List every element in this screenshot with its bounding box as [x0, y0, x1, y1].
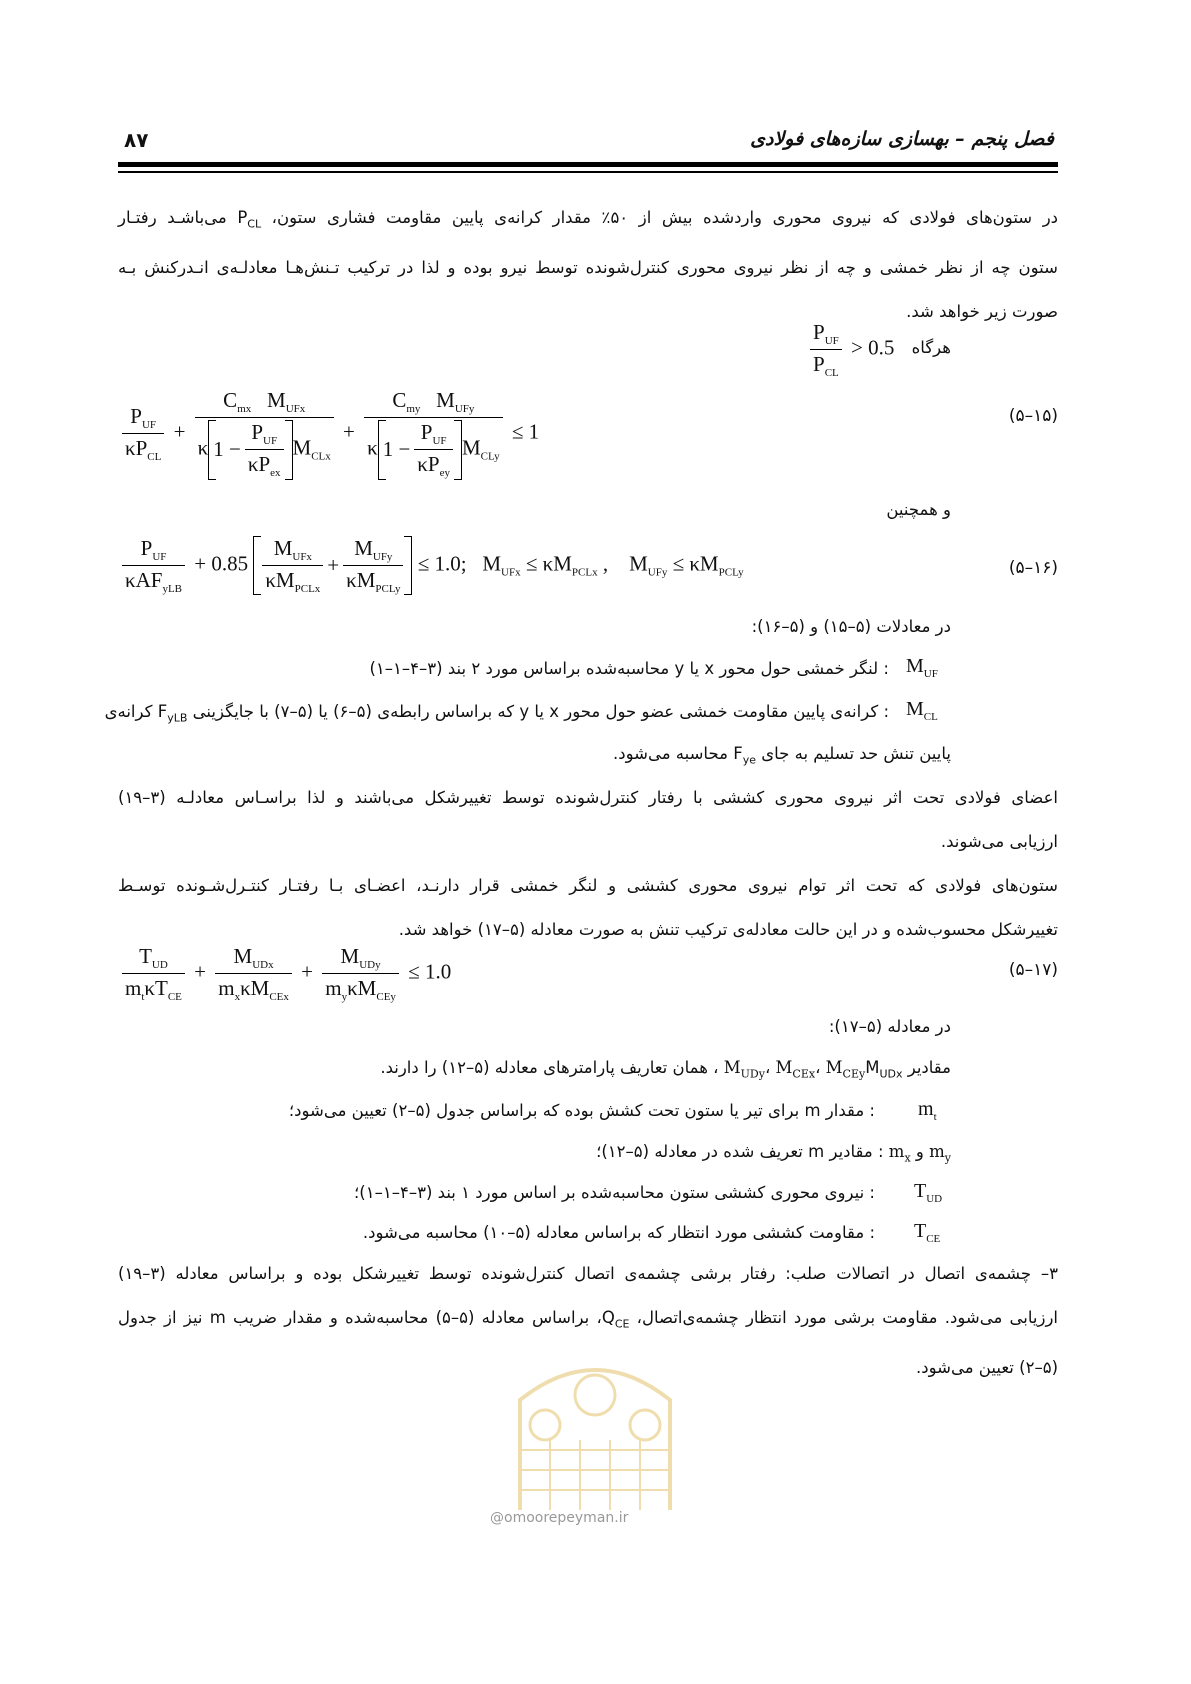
- condition-formula: $\frac{P_{UF}}{P_{CL}}$ > 0.5: [806, 320, 894, 379]
- condition-word: هرگاه: [911, 338, 951, 357]
- paragraph-3-line-1: ستون‌های فولادی که تحت اثر توام نیروی محوری کششی و لنگر خمشی قرار دارنـد، اعضـای بـا رفتـار کنتـرل‌شـونده توسـط: [118, 876, 1058, 895]
- and-also: و همچنین: [886, 500, 951, 519]
- symbol-tud: $T_{UD}$: [914, 1180, 943, 1205]
- chapter-title: فصل پنجم – بهسازی سازه‌های فولادی: [750, 128, 1054, 150]
- definition-mt: : مقدار m برای تیر یا ستون تحت کشش بوده که براساس جدول (۵–۲) تعیین می‌شود؛: [288, 1101, 875, 1120]
- paragraph-1-line-2: ستون چه از نظر خمشی و چه از نظر نیروی محوری کنترل‌شونده توسط نیرو بوده و لذا در ترکیب تـنش‌هـا معادلـه‌ی انـدرکنش بـه: [118, 258, 1058, 278]
- watermark-url: @omoorepeyman.ir: [490, 1510, 629, 1526]
- paragraph-1-line-3: صورت زیر خواهد شد.: [906, 302, 1058, 322]
- paragraph-2-line-2: ارزیابی می‌شوند.: [940, 832, 1058, 851]
- header-rule-thick: [118, 162, 1058, 167]
- definition-tud: : نیروی محوری کششی ستون محاسبه‌شده بر اساس مورد ۱ بند (۳–۴–۱–۱)؛: [354, 1183, 875, 1202]
- paragraph-4-line-2: ارزیابی می‌شود. مقاومت برشی مورد انتظار چشمه‌ی‌اتصال، $Q_{CE}،$ براساس معادله (۵–۵) محاسبه‌شده و مقدار ضریب m نیز از جدول: [118, 1308, 1059, 1331]
- equation-17: $\frac{T_{UD}}{m_t\kappa T_{CE}}$ + $\frac{M_{UDx}}{m_x\kappa M_{CEx}}$ + $\frac{M_{UDy}}{m_y\kappa M_{CEy}}$ ≤ 1.0: [118, 944, 451, 1003]
- paragraph-2-line-1: اعضای فولادی تحت اثر نیروی محوری کششی با رفتار کنترل‌شونده توسط تغییرشکل می‌باشند و لذا براسـاس معادلـه (۳–۱۹): [118, 788, 1058, 807]
- values-line: مقادیر $M_{UDx}،$ $M_{UDy}،$ $M_{CEx}،$ $M_{CEy}$ همان تعاریف پارامترهای معادله (۵–۱۲) را دارند.: [380, 1058, 951, 1081]
- definition-mx-my: $m_y$ و $m_x$ : مقادیر m تعریف شده در معادله (۵–۱۲)؛: [596, 1142, 951, 1165]
- in-equation-17-label: در معادله (۵–۱۷):: [828, 1017, 951, 1036]
- symbol-mcl: $M_{CL}$: [906, 698, 938, 723]
- page-header: [118, 124, 1058, 152]
- equation-15-number: (۱۵–۵): [1008, 406, 1058, 426]
- paragraph-4-line-1: ۳– چشمه‌ی اتصال در اتصالات صلب: رفتار برشی چشمه‌ی اتصال کنترل‌شونده توسط تغییرشکل بوده و براساس معادله (۳–۱۹): [118, 1264, 1058, 1283]
- symbol-muf: $M_{UF}$: [906, 655, 938, 680]
- definition-tce: : مقاومت کششی مورد انتظار که براساس معادله (۵–۱۰) محاسبه می‌شود.: [362, 1223, 875, 1242]
- symbol-tce: $T_{CE}$: [914, 1220, 941, 1245]
- paragraph-4-line-3: (۵–۲) تعیین می‌شود.: [916, 1358, 1058, 1378]
- paragraph-1-line-1: در ستون‌های فولادی که نیروی محوری واردشده بیش از ۵۰٪ مقدار کرانه‌ی پایین مقاومت فشاری ستون، $P_{CL}$ می‌باشـد رفتـار: [118, 208, 1059, 231]
- header-rule-thin: [118, 171, 1058, 173]
- definition-mcl-line-2: پایین تنش حد تسلیم به جای $F_{ye}$ محاسبه می‌شود.: [613, 744, 951, 767]
- paragraph-2: [118, 776, 1058, 864]
- equation-17-number: (۱۷–۵): [1008, 960, 1058, 980]
- paragraph-3-line-2: تغییرشکل محسوب‌شده و در این حالت معادله‌ی ترکیب تنش به صورت معادله (۵–۱۷) خواهد شد.: [398, 920, 1058, 939]
- definition-mcl-line-1: : کرانه‌ی پایین مقاومت خمشی عضو حول محور x یا y که براساس رابطه‌ی (۵–۶) یا (۵–۷) با جایگزینی $F_{yLB}$ کرانه‌ی: [104, 702, 889, 725]
- equation-16-number: (۱۶–۵): [1008, 558, 1058, 578]
- definition-muf: : لنگر خمشی حول محور x یا y محاسبه‌شده براساس مورد ۲ بند (۳–۴–۱–۱): [369, 659, 889, 678]
- page-number: ۸۷: [124, 128, 149, 152]
- watermark-emblem-icon: [500, 1340, 690, 1515]
- equation-16: $\frac{P_{UF}}{\kappa AF_{yLB}}$ + 0.85 $\frac{M_{UFx}}{\kappa M_{PCLx}}$ + $\frac{M_{UFy}}{\kappa M_{PCLy}}$ ≤ 1.0; $M_{UFx} \le \kappa M_{PCLx}$ , $M_{UFy} \le \kappa M_{PCLy}$: [118, 536, 744, 595]
- symbol-mt: $m_t$: [918, 1098, 937, 1123]
- in-equations-label: در معادلات (۵–۱۵) و (۵–۱۶):: [751, 617, 951, 636]
- paragraph-1: [118, 196, 1058, 334]
- equation-15: $\frac{P_{UF}}{\kappa P_{CL}}$ + $C_{mx}$ $M_{UFx}$ κ 1 − $\frac{P_{UF}}{\kappa P_{ex}}$ $M_{CLx}$ + $C_{my}$ $M_{UFy}$ κ 1 − $\frac{P_{UF}}{\kappa P_{ey}}$ $M_{CLy}$ ≤ 1: [118, 388, 539, 480]
- paragraph-3: [118, 864, 1058, 952]
